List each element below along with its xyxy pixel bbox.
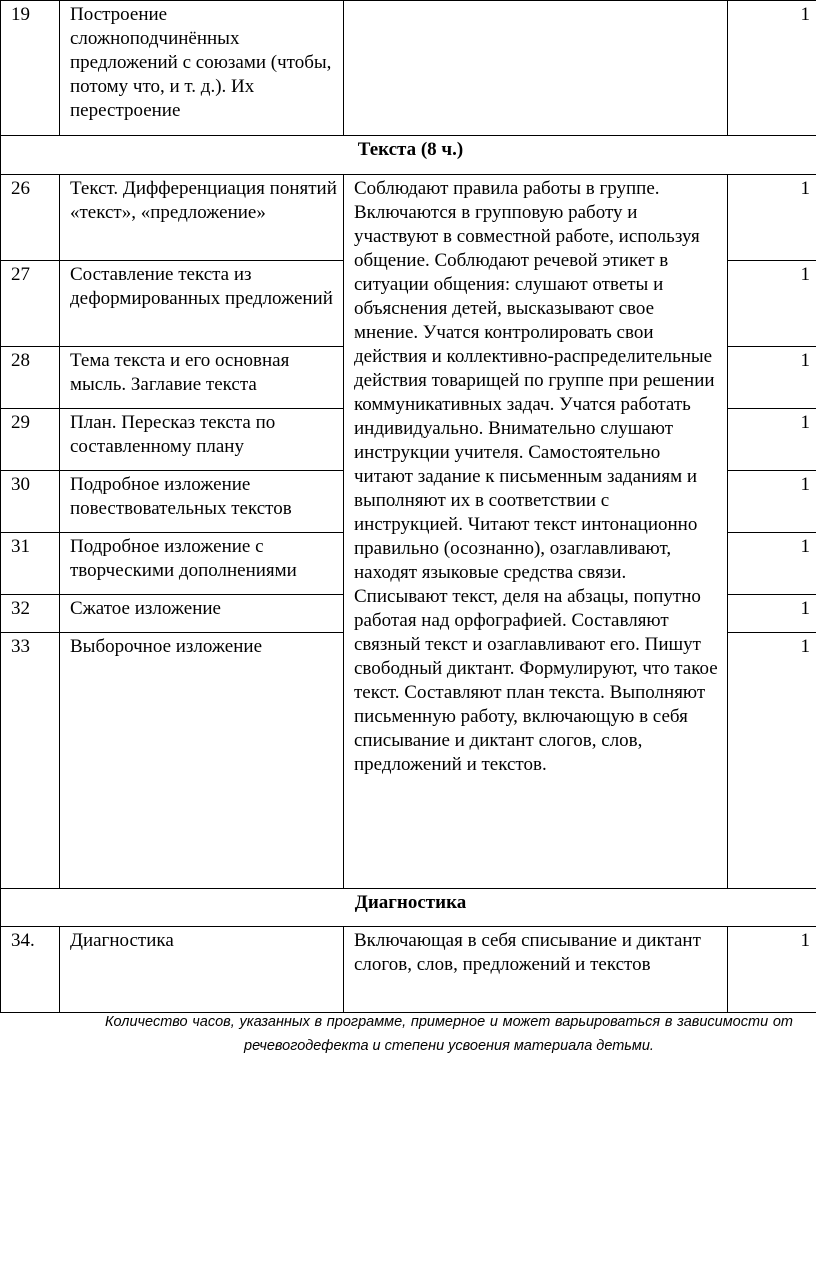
section-title-text: Текста (8 ч.): [1, 136, 816, 175]
lesson-activity: [344, 1, 728, 136]
table-row: [1, 1, 816, 136]
section-title-diagnostics: Диагностика: [1, 889, 816, 927]
lesson-number: 30: [1, 471, 60, 533]
lesson-hours: 1: [728, 595, 816, 633]
lesson-number: 32: [1, 595, 60, 633]
lesson-hours: 1: [728, 927, 816, 1013]
lesson-activity: Включающая в себя списывание и диктант слогов, слов, предложений и текстов: [344, 927, 728, 1013]
lesson-topic: Диагностика: [60, 927, 344, 1013]
table-row: [1, 175, 816, 261]
lesson-hours: 1: [728, 533, 816, 595]
lesson-hours: 1: [728, 347, 816, 409]
lesson-number: 19: [1, 1, 60, 136]
lesson-number: 33: [1, 633, 60, 889]
lesson-hours: 1: [728, 409, 816, 471]
lesson-hours: 1: [728, 175, 816, 261]
lesson-topic: Составление текста из деформированных предложений: [60, 261, 344, 347]
lesson-number: 26: [1, 175, 60, 261]
section-row: [1, 889, 816, 927]
lesson-hours: 1: [728, 1, 816, 136]
footnote: Количество часов, указанных в программе, примерное и может варьироваться в зависимости от речевогодефекта и степени усвоения материала детьми.: [105, 1014, 793, 1054]
lesson-number: 27: [1, 261, 60, 347]
lesson-number: 29: [1, 409, 60, 471]
lesson-topic: Выборочное изложение: [60, 633, 344, 889]
lesson-topic: Сжатое изложение: [60, 595, 344, 633]
lesson-topic: Подробное изложение с творческими дополнениями: [60, 533, 344, 595]
text-block-activity: Соблюдают правила работы в группе. Включаются в групповую работу и участвуют в совместной работе, используя общение. Соблюдают речевой этикет в ситуации общения: слушают ответы и объяснения детей, высказывают свое мнение. Учатся контролировать свои действия и коллективно-распределительные действия товарищей по группе при решении коммуникативных задач. Учатся работать индивидуально. Внимательно слушают инструкции учителя. Самостоятельно читают задание к письменным заданиям и выполняют их в соответствии с инструкцией. Читают текст интонационно правильно (осознанно), озаглавливают, находят языковые средства связи. Списывают текст, деля на абзацы, попутно работая над орфографией. Составляют связный текст и озаглавливают его. Пишут свободный диктант. Формулируют, что такое текст. Составляют план текста. Выполняют письменную работу, включающую в себя списывание и диктант слогов, слов, предложений и текстов.: [344, 175, 728, 889]
lesson-number: 28: [1, 347, 60, 409]
lesson-hours: 1: [728, 633, 816, 889]
lesson-number: 34.: [1, 927, 60, 1013]
section-row: [1, 136, 816, 175]
lesson-topic: Подробное изложение повествовательных текстов: [60, 471, 344, 533]
lesson-topic: Тема текста и его основная мысль. Заглавие текста: [60, 347, 344, 409]
lesson-hours: 1: [728, 261, 816, 347]
lesson-number: 31: [1, 533, 60, 595]
table-row: [1, 927, 816, 1013]
lesson-topic: План. Пересказ текста по составленному плану: [60, 409, 344, 471]
lesson-hours: 1: [728, 471, 816, 533]
lesson-topic: Построение сложноподчинённых предложений с союзами (чтобы, потому что, и т. д.). Их перестроение: [60, 1, 344, 136]
lesson-topic: Текст. Дифференциация понятий «текст», «предложение»: [60, 175, 344, 261]
